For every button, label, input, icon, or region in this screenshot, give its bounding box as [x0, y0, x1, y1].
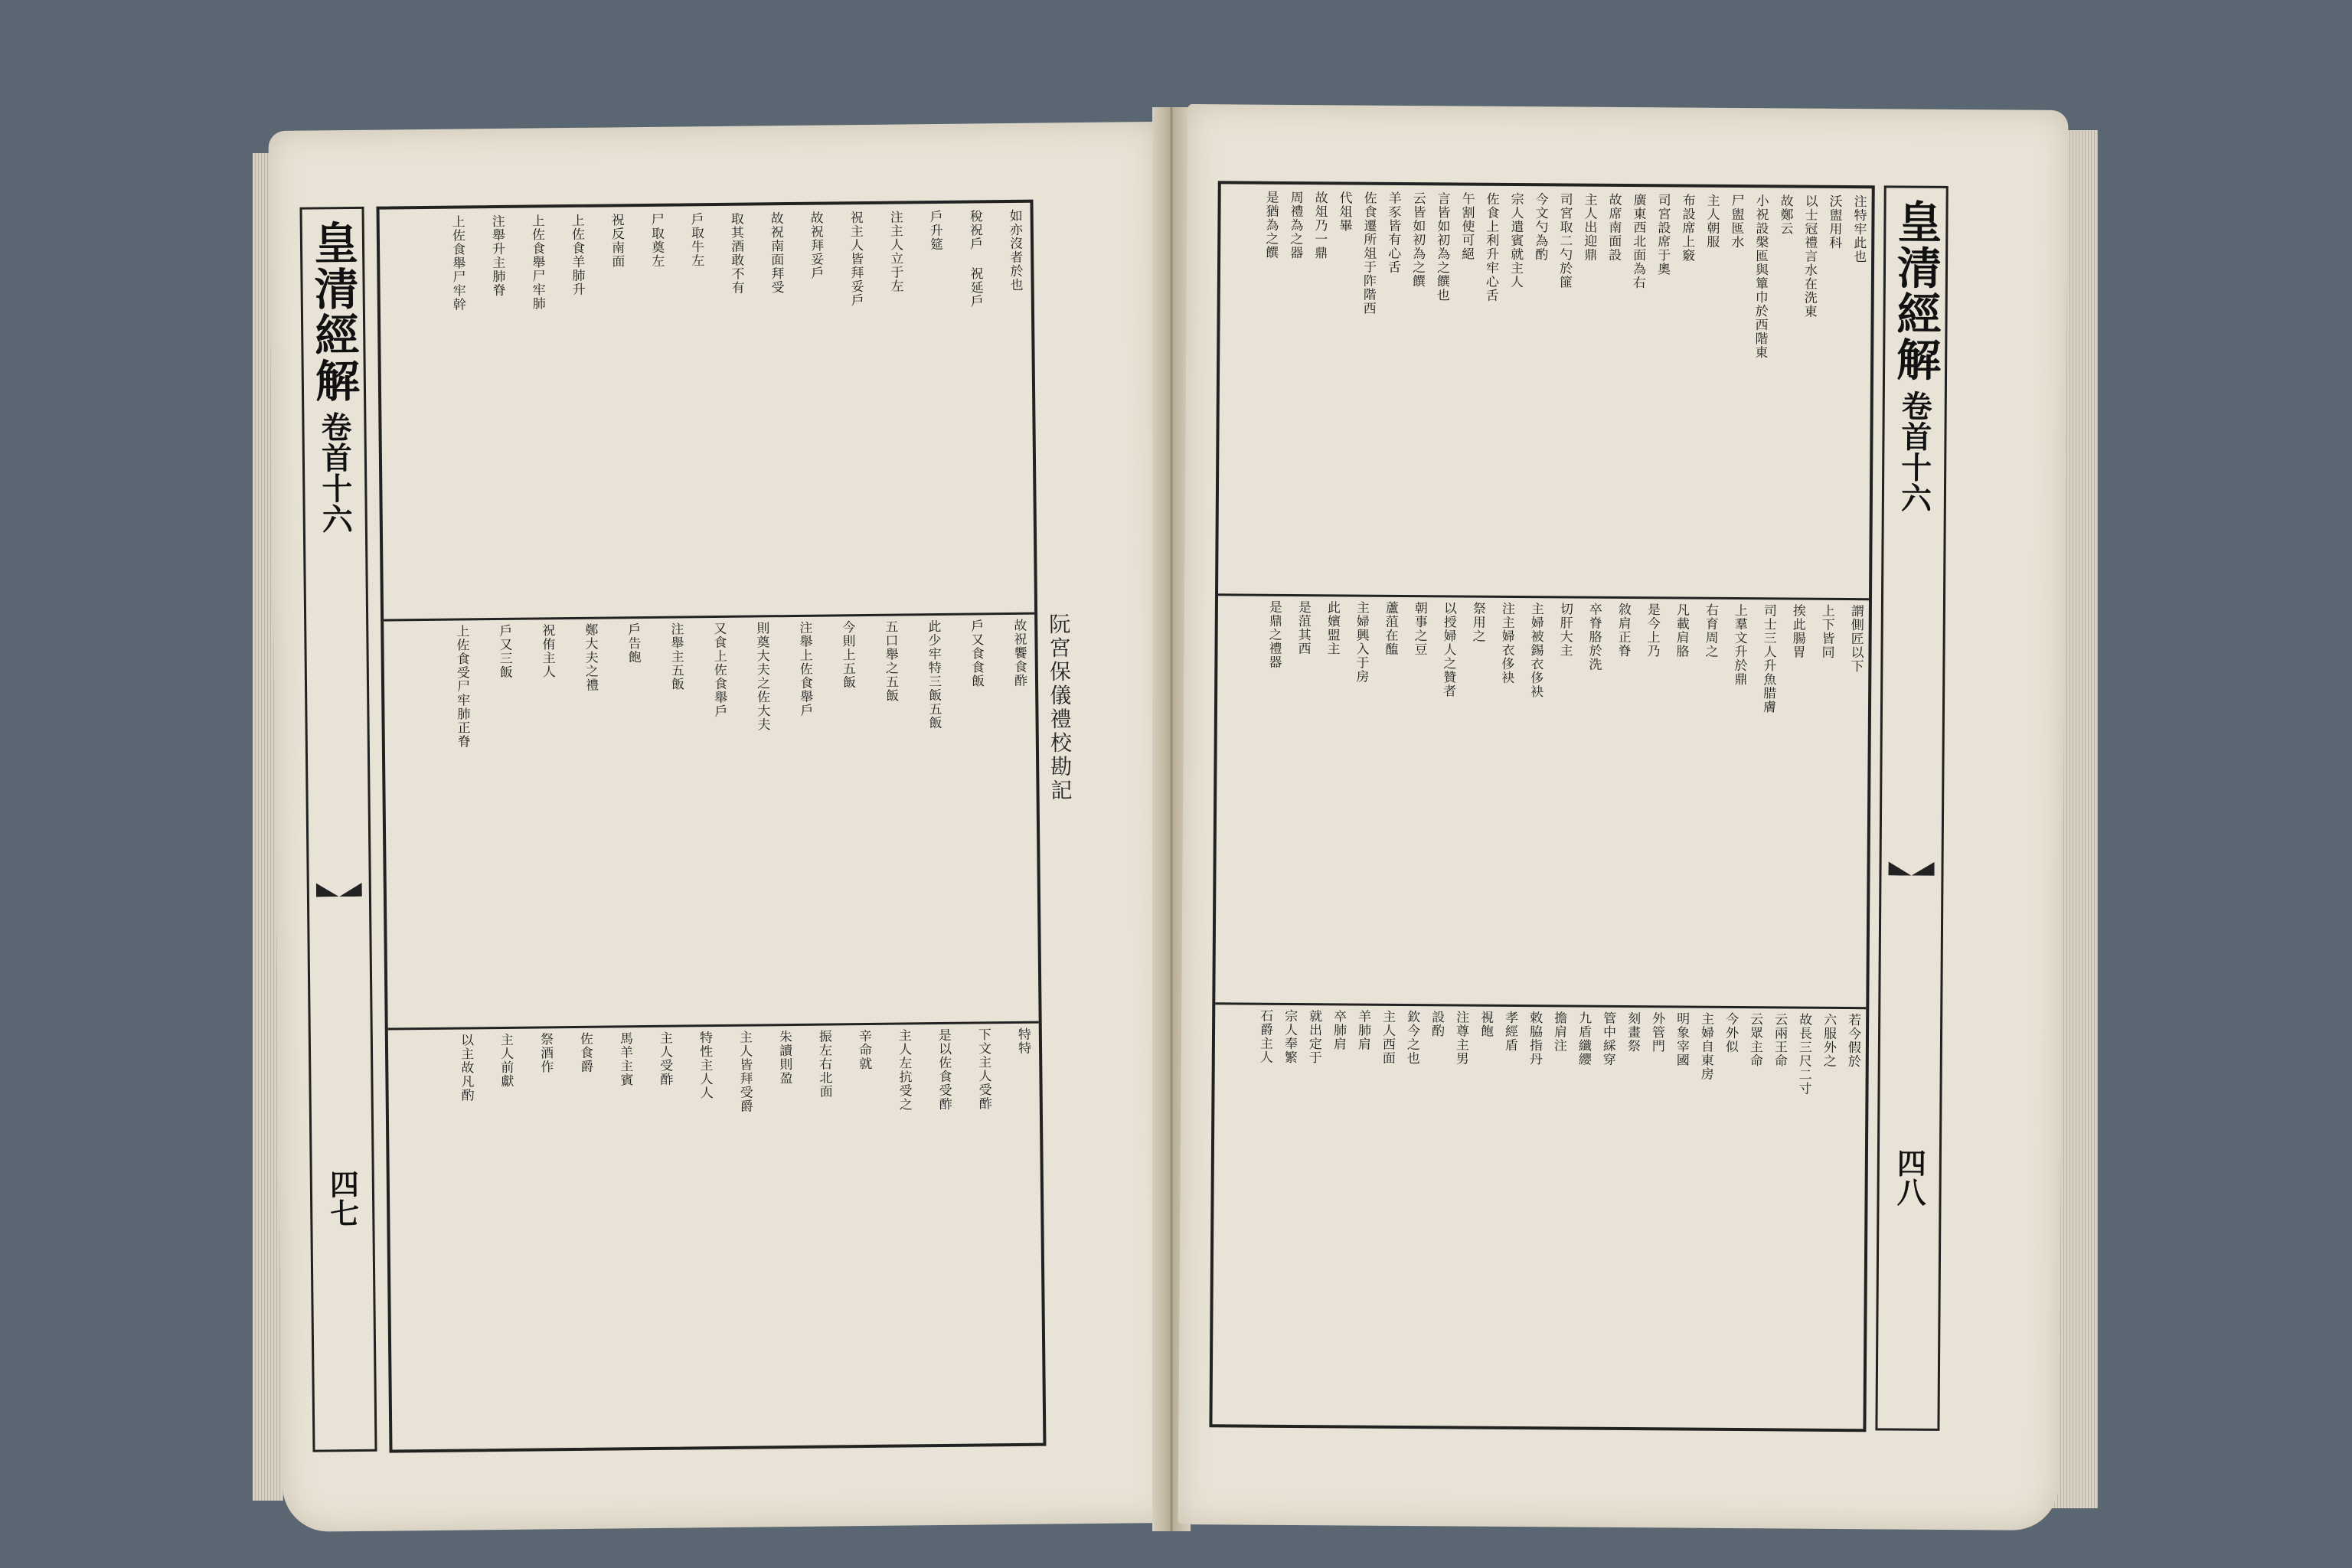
- text-column: 今外似: [1722, 1012, 1739, 1054]
- text-column: 宗人遣賓就主人: [1507, 191, 1524, 289]
- text-column: 羊肺肩: [1354, 1009, 1371, 1051]
- text-column: 今則上五飯: [839, 619, 856, 689]
- text-column: 管中綵穿: [1599, 1011, 1616, 1067]
- text-column: 羊豕皆有心舌: [1384, 191, 1401, 274]
- text-column: 馬羊主賓: [616, 1031, 633, 1087]
- text-column: 上下皆同: [1818, 603, 1834, 659]
- text-column: 代俎畢: [1336, 191, 1352, 233]
- text-column: 佐食上利升牢心舌: [1482, 191, 1499, 302]
- left-band-title: 皇清經解: [305, 219, 361, 404]
- text-column: 宗人奉繁: [1281, 1009, 1298, 1065]
- text-column: 五口舉之五飯: [882, 619, 899, 703]
- text-column: 六服外之: [1820, 1012, 1837, 1069]
- text-column: 戶告飽: [625, 622, 641, 664]
- left-side-note: 阮宮保儀禮校勘記: [1046, 612, 1073, 803]
- text-column: 設酌: [1428, 1010, 1445, 1038]
- text-column: 敘肩正脊: [1615, 602, 1631, 658]
- left-block-2: [384, 612, 1039, 1027]
- text-column: 以士冠禮言水在洗東: [1801, 194, 1818, 318]
- text-column: 主婦被錫衣侈袂: [1527, 601, 1544, 698]
- text-column: 就出定于: [1305, 1009, 1322, 1065]
- text-column: 主婦自東房: [1697, 1011, 1714, 1082]
- text-column: 外管門: [1648, 1011, 1665, 1054]
- text-column: 主人西面: [1379, 1009, 1396, 1066]
- left-block-1: [380, 203, 1035, 619]
- text-column: 戶升筵: [926, 209, 943, 252]
- text-column: 佐食爵: [577, 1031, 593, 1074]
- right-block-2: [1215, 593, 1869, 1008]
- text-column: 戶取牛左: [688, 212, 704, 268]
- text-column: 祭酒作: [537, 1032, 554, 1074]
- text-column: 如亦沒者於也: [1006, 208, 1023, 292]
- text-column: 此嬪盟主: [1324, 599, 1340, 656]
- right-title-band: [1875, 185, 1948, 1431]
- text-column: 下文主人受酢: [975, 1027, 991, 1111]
- text-column: 司宮取二勺於篚: [1556, 192, 1573, 289]
- text-column: 主人受酢: [656, 1031, 673, 1087]
- text-column: 戶又食食飯: [968, 618, 985, 688]
- text-column: 若今假於: [1844, 1013, 1861, 1069]
- right-band-volume: 卷首十六: [1896, 390, 1933, 513]
- text-column: 故祝南面拜受: [767, 211, 784, 295]
- text-column: 主人左抗受之: [895, 1028, 912, 1112]
- text-column: 鄭大夫之禮: [582, 622, 599, 692]
- text-column: 以授婦人之贊者: [1440, 600, 1456, 698]
- text-column: 上佐食舉尸牢幹: [449, 214, 466, 312]
- right-block-1: [1218, 184, 1872, 598]
- text-column: 廣東西北面為右: [1629, 193, 1646, 290]
- text-column: 故長三尺二寸: [1795, 1012, 1812, 1096]
- text-column: 擔肩注: [1550, 1011, 1567, 1053]
- text-column: 則奠大夫之佐大夫: [753, 620, 770, 732]
- text-column: 尸盥匜水: [1728, 193, 1744, 250]
- text-column: 朱讀則盈: [776, 1030, 792, 1086]
- text-column: 主人出迎鼎: [1581, 192, 1597, 262]
- text-column: 云皆如初為之饌: [1409, 191, 1426, 289]
- left-block-3: [388, 1021, 1044, 1450]
- text-column: 辛命就: [855, 1029, 872, 1071]
- text-column: 是鼎之禮器: [1266, 599, 1282, 669]
- text-column: 主人朝服: [1704, 193, 1720, 249]
- right-band-title: 皇清經解: [1888, 198, 1942, 383]
- text-column: 注尊主男: [1452, 1010, 1469, 1066]
- right-page: [1178, 104, 2069, 1530]
- text-column: 司士三人升魚腊膚: [1759, 603, 1776, 714]
- text-column: 卒肺肩: [1330, 1009, 1347, 1051]
- text-column: 周禮為之器: [1287, 190, 1303, 260]
- text-column: 故鄭云: [1777, 194, 1793, 236]
- right-block-3: [1212, 1002, 1866, 1429]
- text-column: 右育周之: [1702, 603, 1718, 658]
- left-title-band: [299, 207, 377, 1452]
- text-column: 上佐食羊肺升: [568, 213, 585, 297]
- text-column: 故席南面設: [1606, 192, 1622, 262]
- text-column: 注舉主五飯: [668, 622, 684, 691]
- text-column: 謂側匠以下: [1847, 603, 1864, 673]
- text-column: 取其酒敢不有: [727, 211, 744, 295]
- text-column: 上佐食舉尸牢肺: [528, 214, 545, 311]
- text-column: 言皆如初為之饌也: [1433, 191, 1450, 302]
- text-column: 主人皆拜受爵: [736, 1030, 753, 1113]
- text-column: 是菹其西: [1295, 599, 1311, 655]
- text-column: 注舉升主肺脊: [488, 214, 505, 298]
- text-column: 祝侑主人: [539, 622, 555, 679]
- text-column: 祭用之: [1469, 601, 1485, 643]
- right-text-frame: [1209, 181, 1874, 1432]
- text-column: 注主婦衣侈袂: [1498, 601, 1514, 684]
- text-column: 石爵主人: [1256, 1008, 1273, 1064]
- text-column: 又食上佐食舉戶: [710, 621, 727, 718]
- text-column: 故祝拜妥戶: [807, 211, 824, 280]
- left-band-volume: 卷首十六: [315, 410, 354, 534]
- text-column: 刻畫祭: [1624, 1011, 1641, 1054]
- text-column: 祝主人皆拜妥戶: [847, 211, 864, 308]
- text-column: 戶又三飯: [496, 623, 512, 679]
- text-column: 是猶為之饌: [1263, 190, 1279, 260]
- right-page-number: 四八: [1891, 1148, 1927, 1207]
- text-column: 云兩王命: [1771, 1012, 1788, 1068]
- text-column: 沃盥用科: [1826, 194, 1842, 250]
- text-column: 注舉上佐食舉戶: [796, 620, 813, 717]
- text-column: 是以佐食受酢: [935, 1028, 952, 1112]
- text-column: 振左右北面: [815, 1029, 832, 1099]
- text-column: 敕脇指丹: [1526, 1011, 1543, 1067]
- text-column: 特性主人人: [696, 1031, 713, 1100]
- text-column: 上羣文升於鼎: [1731, 603, 1747, 686]
- text-column: 布設席上竅: [1679, 193, 1695, 263]
- text-column: 九盾纖纓: [1575, 1011, 1592, 1067]
- text-column: 小祝設槃匜與簞巾於西階東: [1752, 194, 1769, 360]
- text-column: 特特: [1014, 1027, 1031, 1056]
- text-column: 主人前獻: [497, 1033, 514, 1089]
- text-column: 欽今之也: [1403, 1010, 1420, 1066]
- text-column: 孝經盾: [1501, 1011, 1518, 1053]
- left-page: [268, 122, 1171, 1532]
- text-column: 明象宰國: [1673, 1011, 1690, 1067]
- text-column: 切肝大主: [1557, 601, 1573, 658]
- text-column: 上佐食受尸牢肺正脊: [453, 624, 470, 749]
- text-column: 主婦興入于房: [1353, 600, 1369, 684]
- text-column: 祝反南面: [608, 213, 625, 269]
- text-column: 午割使可絕: [1459, 191, 1475, 261]
- text-column: 以主故凡酌: [457, 1033, 474, 1102]
- text-column: 故祝饗食酢: [1011, 618, 1027, 688]
- text-column: 稅祝戶 祝延戶: [966, 209, 983, 309]
- text-column: 佐食遷所俎于阼階西: [1360, 191, 1377, 315]
- text-column: 故俎乃一鼎: [1312, 191, 1328, 260]
- text-column: 注主人立于左: [887, 210, 903, 293]
- left-page-number: 四七: [325, 1168, 360, 1228]
- text-column: 卒脊胳於洗: [1586, 602, 1602, 671]
- text-column: 今文勺為酌: [1532, 192, 1548, 262]
- text-column: 凡載肩胳: [1673, 603, 1689, 658]
- text-column: 司宮設席于奧: [1654, 193, 1671, 276]
- text-column: 尸取奠左: [648, 212, 665, 268]
- text-column: 是今上乃: [1644, 602, 1660, 658]
- left-text-frame: [376, 200, 1046, 1453]
- text-column: 蘆菹在醢: [1382, 600, 1398, 656]
- text-column: 此少牢特三飯五飯: [925, 619, 942, 730]
- fish-tail-mark-icon: [316, 883, 362, 897]
- fish-tail-mark-icon: [1888, 861, 1934, 875]
- text-column: 注特牢此也: [1851, 194, 1867, 264]
- text-column: 云眾主命: [1746, 1012, 1763, 1068]
- text-column: 視飽: [1477, 1010, 1494, 1039]
- text-column: 朝事之豆: [1411, 600, 1427, 656]
- text-column: 挨此腸胃: [1789, 603, 1805, 659]
